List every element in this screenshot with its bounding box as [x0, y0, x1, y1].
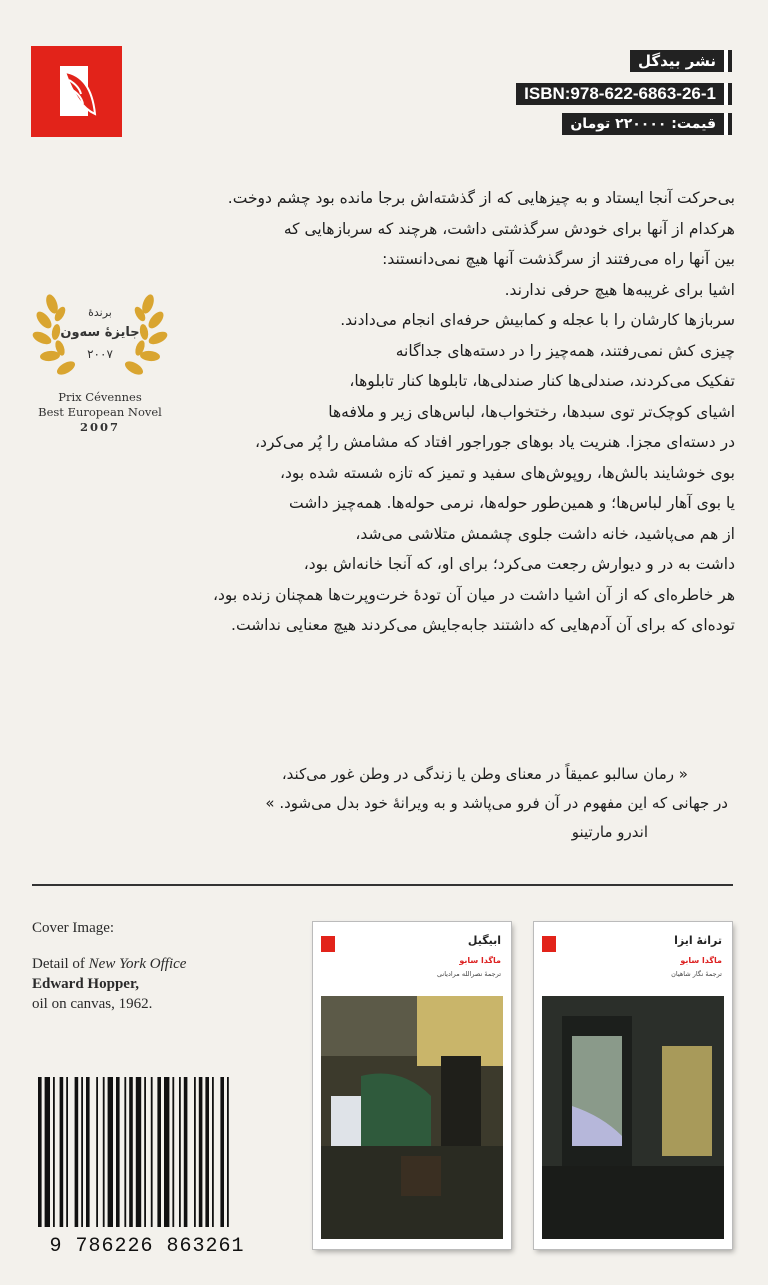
- barcode-digits: 9 786226 863261: [49, 1235, 245, 1255]
- blurb-line: یا بوی آهار لباس‌ها؛ و همین‌طور حوله‌ها، نرمی حوله‌ها. همه‌چیز داشت: [289, 494, 735, 512]
- barcode-bar: [116, 1077, 120, 1227]
- barcode-bar: [151, 1077, 153, 1227]
- related-book-card: [313, 922, 511, 1249]
- award-en-line1: Prix Cévennes: [58, 390, 142, 404]
- quote-author: اندرو مارتینو: [571, 823, 648, 841]
- book-publisher-logo: [542, 936, 556, 952]
- quote-line: در جهانی که این مفهوم در آن فرو می‌پاشد و به ویرانهٔ خود بدل می‌شود. »: [265, 794, 728, 812]
- award-en-line2: Best European Novel: [38, 405, 162, 419]
- barcode-bar: [184, 1077, 188, 1227]
- award-badge: [30, 284, 170, 435]
- award-fa-line2: جایزهٔ سه‌ون: [60, 325, 140, 340]
- barcode-bar: [144, 1077, 146, 1227]
- barcode-bar: [38, 1077, 42, 1227]
- book-translator: ترجمهٔ نصرالله مرادیانی: [436, 970, 501, 978]
- credit-detail-prefix: Detail of: [32, 956, 89, 972]
- book-cover-painting: [321, 996, 503, 1239]
- blurb-line: بوی خوشایند بالش‌ها، روپوش‌های سفید و تمیز که تازه شسته شده بود،: [280, 463, 735, 482]
- book-translator: ترجمهٔ نگار شاهیان: [671, 970, 722, 978]
- credit-detail: [32, 954, 282, 974]
- barcode-bar: [53, 1077, 55, 1227]
- book-cover-painting: [542, 996, 724, 1239]
- book-author: ماگدا سابو: [459, 956, 501, 965]
- credit-heading: Cover Image:: [32, 920, 115, 936]
- price-tag: قیمت: ۲۲۰۰۰۰ تومان: [562, 113, 728, 135]
- barcode-bar: [194, 1077, 196, 1227]
- barcode-bar: [199, 1077, 203, 1227]
- blurb-line: هر خاطره‌ای که از آن اشیا داشت در میان آن تودهٔ خرت‌وپرت‌ها همچنان زنده بود،: [212, 585, 735, 604]
- barcode-bar: [164, 1077, 169, 1227]
- blurb-line: بین آنها راه می‌رفتند از سرگذشت آنها هیچ نمی‌دانستند:: [382, 250, 735, 268]
- medium: oil on canvas, 1962.: [32, 996, 153, 1012]
- laurel-wreath-icon: [30, 284, 170, 380]
- blurb-text: [175, 183, 735, 641]
- blurb-line: در دسته‌ای مجزا. هنریت یاد بوهای جوراجور افتاد که مشامش را پُر می‌کرد،: [255, 433, 735, 451]
- related-book-card: [534, 922, 732, 1249]
- barcode-bar: [157, 1077, 161, 1227]
- barcode-bar: [75, 1077, 79, 1227]
- book-publisher-logo: [321, 936, 335, 952]
- barcode-bar: [45, 1077, 50, 1227]
- award-fa-line1: برندهٔ: [88, 306, 112, 319]
- publisher-logo: [31, 46, 122, 137]
- barcode-bar: [227, 1077, 229, 1227]
- barcode-bar: [205, 1077, 209, 1227]
- barcode-bar: [212, 1077, 214, 1227]
- barcode-bar: [129, 1077, 133, 1227]
- isbn-tag: ISBN:978-622-6863-26-1: [516, 83, 728, 105]
- award-english: [30, 390, 170, 435]
- book-feather-logo-icon: [51, 62, 103, 122]
- blurb-line: اشیا برای غریبه‌ها هیچ حرفی ندارند.: [504, 280, 735, 299]
- book-title: ترانهٔ ایزا: [674, 934, 722, 947]
- book-author: ماگدا سابو: [680, 956, 722, 965]
- barcode-bars: [38, 1077, 229, 1227]
- barcode-bar: [103, 1077, 105, 1227]
- barcode-bar: [96, 1077, 98, 1227]
- barcode-bar: [108, 1077, 113, 1227]
- blurb-line: هرکدام از آنها برای خودش سرگذشتی داشت، هرچند که سربازهایی که: [283, 219, 735, 238]
- award-fa-year: ۲۰۰۷: [87, 347, 113, 361]
- blurb-line: بی‌حرکت آنجا ایستاد و به چیزهایی که از گذشته‌اش برجا مانده بود چشم دوخت.: [227, 189, 735, 207]
- blurb-line: سربازها کارشان را با عجله و کمابیش حرفه‌ای انجام می‌دادند.: [340, 311, 735, 329]
- quote-line: « رمان سالبو عمیقاً در معنای وطن یا زندگی در وطن غور می‌کند،: [281, 765, 688, 783]
- barcode-bar: [220, 1077, 224, 1227]
- painting-title: New York Office: [88, 956, 187, 972]
- blurb-line: اشیای کوچک‌تر توی سبدها، رختخواب‌ها، لباس‌های زیر و ملافه‌ها: [328, 402, 735, 421]
- barcode-bar: [81, 1077, 83, 1227]
- barcode-bar: [86, 1077, 90, 1227]
- blurb-line: از هم می‌پاشید، خانه داشت جلوی چشمش متلاشی می‌شد،: [355, 524, 735, 543]
- award-en-year: 2007: [79, 420, 120, 434]
- barcode-bar: [60, 1077, 64, 1227]
- blurb-line: تفکیک می‌کردند، صندلی‌ها کنار صندلی‌ها، تابلوها کنار تابلوها،: [349, 372, 735, 390]
- cover-credit: [32, 918, 282, 1014]
- divider: [32, 884, 733, 886]
- barcode: [32, 1077, 262, 1255]
- artist-name: Edward Hopper,: [32, 976, 139, 992]
- blurb-line: داشت به در و دیوارش رجعت می‌کرد؛ برای او، که آنجا خانه‌اش بود،: [303, 555, 735, 573]
- barcode-bar: [179, 1077, 181, 1227]
- blurb-line: چیزی کش نمی‌رفتند، همه‌چیز را در دسته‌های جداگانه: [395, 341, 735, 360]
- book-title: ابیگیل: [467, 934, 501, 947]
- barcode-bar: [136, 1077, 141, 1227]
- barcode-bar: [124, 1077, 126, 1227]
- barcode-bar: [172, 1077, 174, 1227]
- barcode-bar: [66, 1077, 68, 1227]
- publisher-name-tag: نشر بیدگل: [630, 50, 728, 72]
- blurb-line: توده‌ای که برای آن آدم‌هایی که داشتند جابه‌جایش می‌کردند هیچ معنایی نداشت.: [231, 616, 735, 634]
- review-quote: [208, 760, 728, 847]
